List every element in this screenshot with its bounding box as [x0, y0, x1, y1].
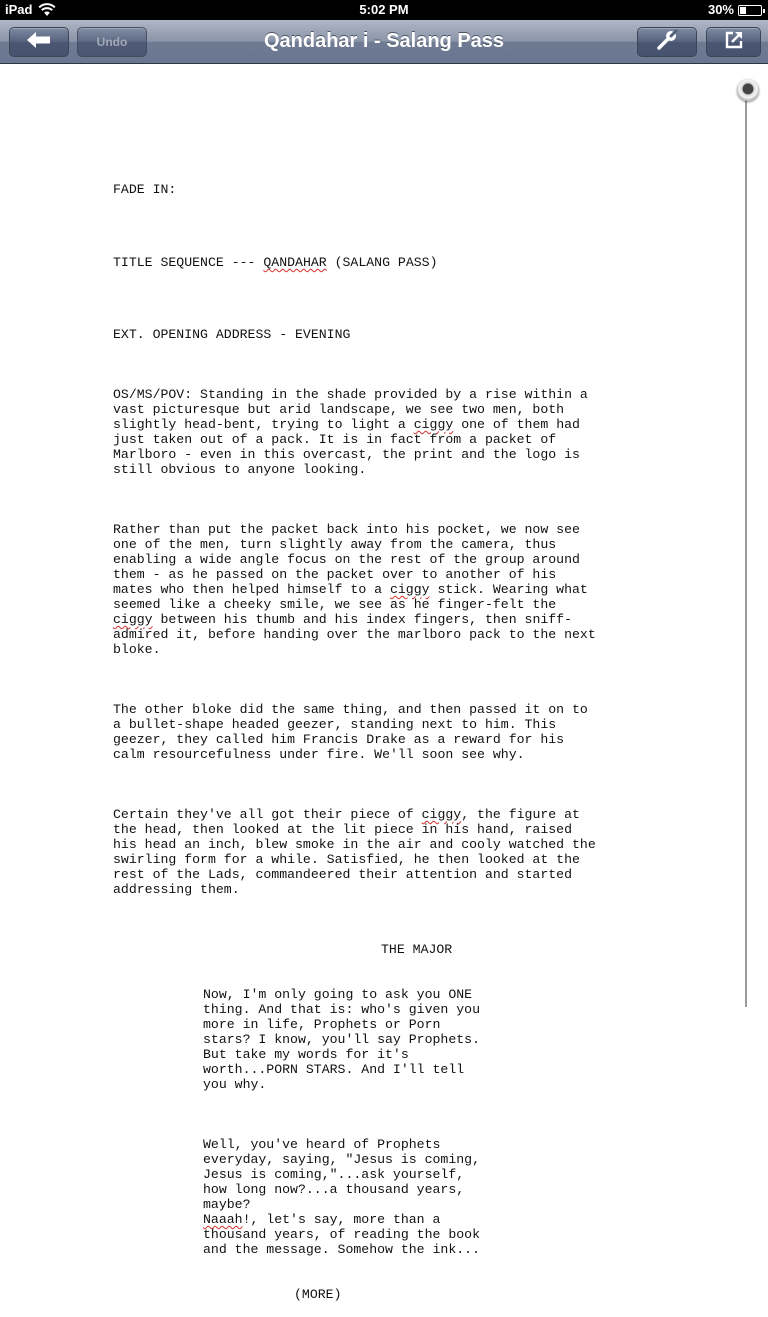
- transition-fade-in: FADE IN:: [113, 182, 177, 197]
- misspelled-word: ciggy: [421, 807, 462, 822]
- character-name: THE MAJOR: [381, 942, 453, 957]
- misspelled-word: ciggy: [389, 582, 430, 597]
- document-title: Qandahar i - Salang Pass: [263, 30, 505, 52]
- action-paragraph: The other bloke did the same thing, and then passed it on to a bullet-shape headed geezer, standing next to him. This geezer, they called him Francis Drake as a reward for his calm resourcefulness under fire. We'll soon see why.: [113, 702, 588, 762]
- undo-button[interactable]: Undo: [77, 27, 147, 57]
- more-continuation: (MORE): [294, 1287, 342, 1302]
- misspelled-word: ciggy: [113, 612, 153, 627]
- scroll-track[interactable]: [745, 92, 747, 1007]
- action-paragraph: OS/MS/POV: Standing in the shade provided by a rise within a vast picturesque but arid landscape, we see two men, both slightly head-bent, trying to light a ciggy one of them had just taken out of a pack. It is in fact from a packet of Marlboro - even in this overcast, the print and the logo is still obvious to anyone looking.: [113, 387, 588, 477]
- misspelled-word: ciggy: [413, 417, 454, 432]
- action-paragraph: Rather than put the packet back into his pocket, we now see one of the men, turn slightly away from the camera, thus enabling a wide angle focus on the rest of the group around them - as he passed on the packet over to another of his mates who then helped himself to a ciggy stick. Wearing what seemed like a cheeky smile, we see as he finger-felt the ciggy between his thumb and his index fingers, then sniff- admired it, before handing over the marlboro pack to the next bloke.: [113, 522, 596, 657]
- battery-icon: [738, 5, 762, 16]
- dialogue-block: Now, I'm only going to ask you ONE thing. And that is: who's given you more in life, Prophets or Porn stars? I know, you'll say Prophets. But take my words for it's worth...PORN STARS. And I'll tell you why.: [203, 987, 480, 1092]
- scene-heading: EXT. OPENING ADDRESS - EVENING: [113, 327, 351, 342]
- device-name: iPad: [5, 2, 33, 17]
- status-bar: [0, 0, 768, 20]
- title-sequence-line: TITLE SEQUENCE --- QANDAHAR (SALANG PASS): [113, 255, 438, 270]
- share-icon: [724, 30, 744, 55]
- dialogue-block: Well, you've heard of Prophets everyday, saying, "Jesus is coming, Jesus is coming,"...ask yourself, how long now?...a thousand years, maybe? Naaah!, let's say, more than a thousand years, of reading the book and the message. Somehow the ink...: [203, 1137, 480, 1257]
- share-button[interactable]: [706, 27, 761, 57]
- battery-percent: 30%: [707, 2, 734, 17]
- status-time: 5:02 PM: [359, 2, 409, 17]
- wrench-icon: [656, 29, 678, 56]
- scroll-thumb[interactable]: [737, 79, 759, 101]
- action-paragraph: Certain they've all got their piece of ciggy, the figure at the head, then looked at the lit piece in his hand, raised his head an inch, blew smoke in the air and cooly watched the swirling form for a while. Satisfied, he then looked at the rest of the Lads, commandeered their attention and started addressing them.: [113, 807, 596, 897]
- screenplay-page[interactable]: [113, 152, 673, 1317]
- misspelled-word: QANDAHAR: [263, 255, 327, 270]
- navigation-bar: [0, 20, 768, 64]
- misspelled-word: Naaah: [203, 1212, 243, 1227]
- settings-button[interactable]: [637, 27, 697, 57]
